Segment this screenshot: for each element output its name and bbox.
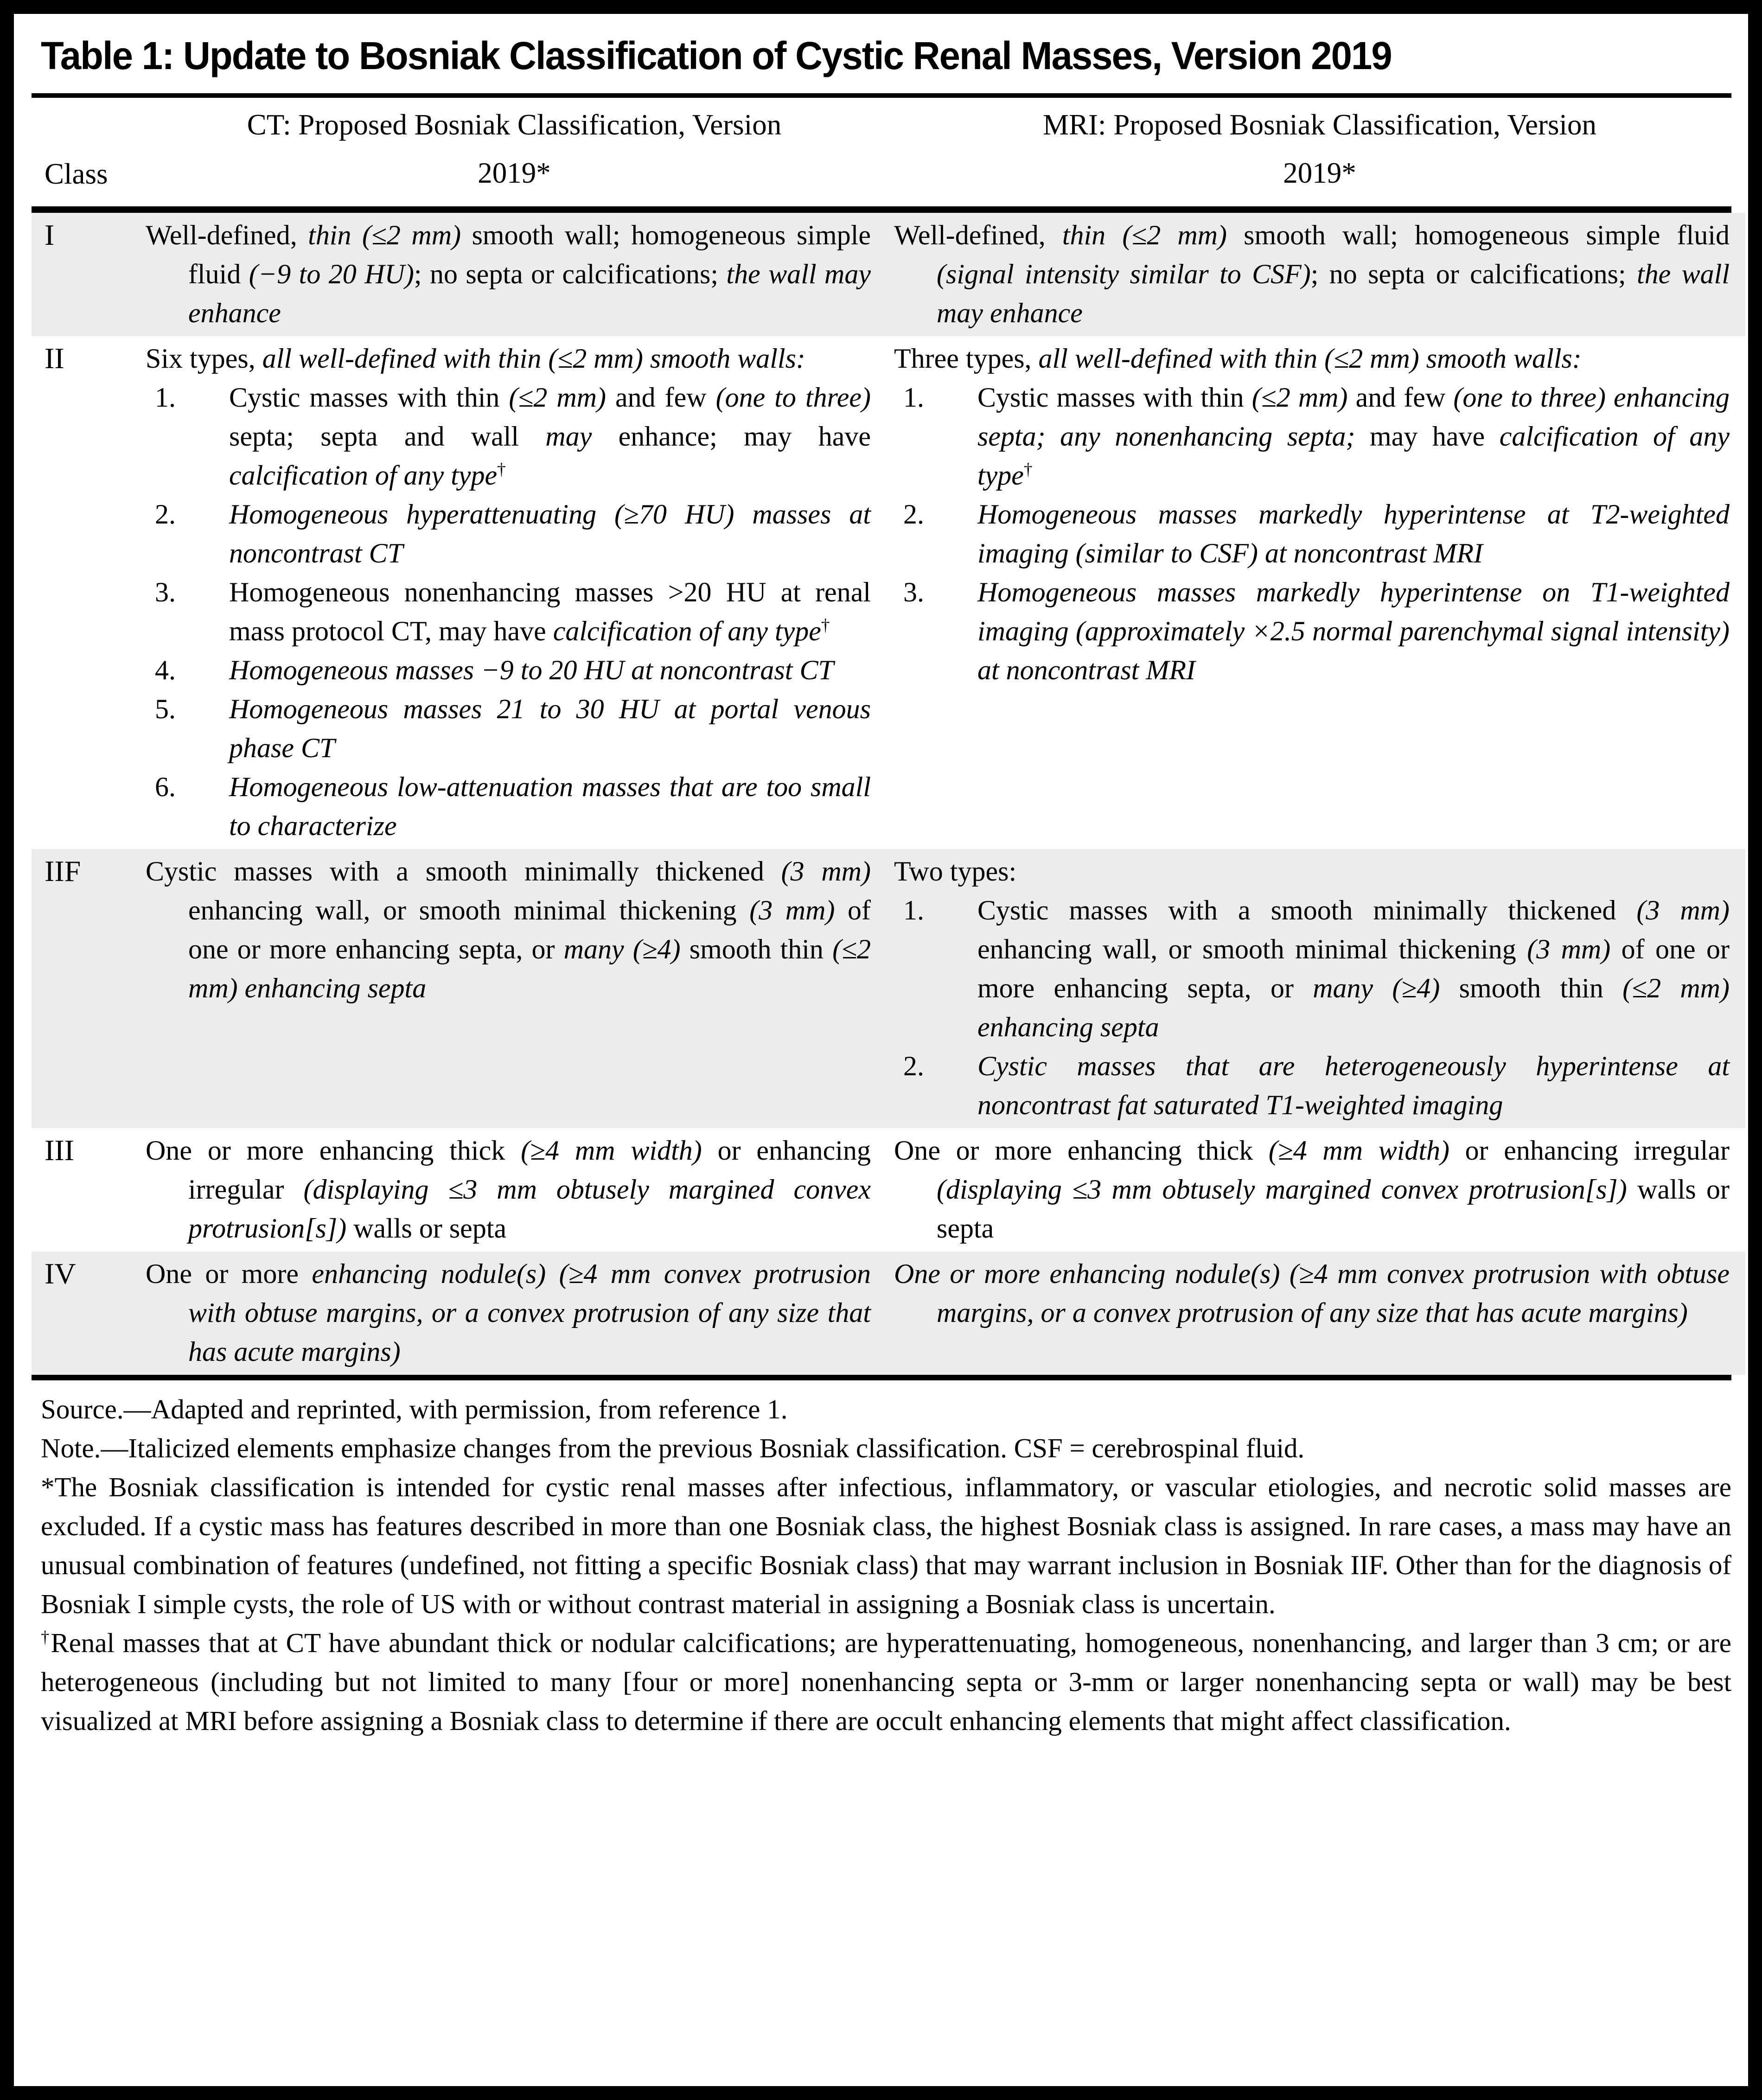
table-row — [32, 1251, 1745, 1375]
class-label: I — [45, 218, 55, 251]
list-item-number: 1. — [155, 382, 176, 413]
column-header-ct-text: CT: Proposed Bosniak Classification, Version 2019* — [247, 109, 782, 189]
column-header-mri — [894, 101, 1745, 197]
ct-list-item: 2. Homogeneous hyperattenuating (≥70 HU) masses at noncontrast CT — [146, 495, 871, 573]
mri-list-item: 2. Cystic masses that are heterogeneously hyperintense at noncontrast fat saturated T1-weighted imaging — [894, 1047, 1730, 1124]
mri-cell — [894, 1254, 1745, 1332]
mri-description: Well-defined, thin (≤2 mm) smooth wall; homogeneous simple fluid (signal intensity similar to CSF); no septa or calcifications; the wall may enhance — [894, 220, 1730, 328]
ct-cell — [146, 1254, 883, 1371]
mri-list-item: 2. Homogeneous masses markedly hyperintense at T2-weighted imaging (similar to CSF) at noncontrast MRI — [894, 495, 1730, 573]
list-item-number: 4. — [155, 655, 176, 685]
ct-list-item: 4. Homogeneous masses −9 to 20 HU at noncontrast CT — [146, 651, 871, 689]
ct-list-item: 1. Cystic masses with thin (≤2 mm) and few (one to three) septa; septa and wall may enhance; may have calcification of any type† — [146, 378, 871, 495]
ct-description: One or more enhancing thick (≥4 mm width) or enhancing irregular (displaying ≤3 mm obtusely margined convex protrusion[s]) walls or septa — [146, 1135, 871, 1244]
column-header-class: Class — [45, 158, 108, 190]
ct-list-item: 5. Homogeneous masses 21 to 30 HU at portal venous phase CT — [146, 689, 871, 767]
class-label: III — [45, 1134, 74, 1167]
ct-description: One or more enhancing nodule(s) (≥4 mm convex protrusion with obtuse margins, or a convex protrusion of any size that has acute margins) — [146, 1258, 871, 1367]
list-item-number: 3. — [903, 577, 924, 607]
table-body — [32, 213, 1745, 1375]
table-row — [32, 336, 1745, 849]
class-label: II — [45, 342, 64, 375]
mri-cell — [894, 1131, 1745, 1248]
ct-description: Cystic masses with a smooth minimally thickened (3 mm) enhancing wall, or smooth minimal thickening (3 mm) of one or more enhancing septa, or many (≥4) smooth thin (≤2 mm) enhancing septa — [146, 856, 871, 1003]
mri-cell — [894, 852, 1745, 1124]
footnote-source: Source.—Adapted and reprinted, with permission, from reference 1. — [41, 1394, 788, 1424]
table-bottom-divider — [32, 1375, 1731, 1380]
table-header-row — [32, 98, 1745, 206]
list-item-number: 3. — [155, 577, 176, 607]
list-item-number: 6. — [155, 772, 176, 802]
footnote-note: Note.—Italicized elements emphasize changes from the previous Bosniak classification. CSF = cerebrospinal fluid. — [41, 1433, 1305, 1463]
mri-list-item: 3. Homogeneous masses markedly hyperintense on T1-weighted imaging (approximately ×2.5 normal parenchymal signal intensity) at noncontrast MRI — [894, 573, 1730, 689]
ct-cell — [146, 1131, 883, 1248]
footnote-asterisk: *The Bosniak classification is intended for cystic renal masses after infectious, inflammatory, or vascular etiologies, and necrotic solid masses are excluded. If a cystic mass has features described in more than one Bosniak class, the highest Bosniak class is assigned. In rare cases, a mass may have an unusual combination of features (undefined, not fitting a specific Bosniak class) that may warrant inclusion in Bosniak IIF. Other than for the diagnosis of Bosniak I simple cysts, the role of US with or without contrast material in assigning a Bosniak class is uncertain. — [41, 1472, 1731, 1619]
ct-cell — [146, 216, 883, 332]
ct-list-item: 6. Homogeneous low-attenuation masses that are too small to characterize — [146, 767, 871, 845]
mri-description: One or more enhancing nodule(s) (≥4 mm convex protrusion with obtuse margins, or a convex protrusion of any size that has acute margins) — [894, 1258, 1730, 1328]
footnote-dagger: †Renal masses that at CT have abundant thick or nodular calcifications; are hyperattenuating, homogeneous, nonenhancing, and larger than 3 cm; or are heterogeneous (including but not limited to many [four or more] nonenhancing septa or 3-mm or larger nonenhancing septa or wall) may be best visualized at MRI before assigning a Bosniak class to determine if there are occult enhancing elements that might affect classification. — [41, 1627, 1731, 1736]
list-item-number: 2. — [903, 1051, 924, 1081]
mri-list-item: 1. Cystic masses with thin (≤2 mm) and few (one to three) enhancing septa; any nonenhancing septa; may have calcification of any type† — [894, 378, 1730, 495]
ct-description: Six types, all well-defined with thin (≤2 mm) smooth walls: — [146, 343, 805, 374]
footnotes — [41, 1390, 1731, 1740]
mri-list-item: 1. Cystic masses with a smooth minimally thickened (3 mm) enhancing wall, or smooth minimal thickening (3 mm) of one or more enhancing septa, or many (≥4) smooth thin (≤2 mm) enhancing septa — [894, 891, 1730, 1047]
table-row — [32, 213, 1745, 336]
column-header-ct — [146, 101, 883, 197]
header-divider — [32, 206, 1731, 213]
list-item-number: 2. — [903, 499, 924, 530]
title-divider — [32, 93, 1731, 98]
mri-cell — [894, 216, 1745, 332]
table-title: Table 1: Update to Bosniak Classification of Cystic Renal Masses, Version 2019 — [41, 34, 1392, 77]
table-row — [32, 1128, 1745, 1251]
class-label: IIF — [45, 855, 81, 887]
table-row — [32, 849, 1745, 1128]
list-item-number: 2. — [155, 499, 176, 530]
ct-description: Well-defined, thin (≤2 mm) smooth wall; homogeneous simple fluid (−9 to 20 HU); no septa or calcifications; the wall may enhance — [146, 220, 871, 328]
list-item-number: 1. — [903, 895, 924, 926]
list-item-number: 1. — [903, 382, 924, 413]
list-item-number: 5. — [155, 694, 176, 724]
class-label: IV — [45, 1257, 76, 1290]
ct-cell — [146, 852, 883, 1008]
mri-cell — [894, 339, 1745, 689]
column-header-mri-text: MRI: Proposed Bosniak Classification, Version 2019* — [1042, 109, 1597, 189]
ct-cell — [146, 339, 883, 845]
mri-description: Two types: — [894, 856, 1017, 887]
ct-list-item: 3. Homogeneous nonenhancing masses >20 HU at renal mass protocol CT, may have calcification of any type† — [146, 573, 871, 651]
mri-description: Three types, all well-defined with thin (≤2 mm) smooth walls: — [894, 343, 1582, 374]
mri-description: One or more enhancing thick (≥4 mm width) or enhancing irregular (displaying ≤3 mm obtusely margined convex protrusion[s]) walls or septa — [894, 1135, 1730, 1244]
